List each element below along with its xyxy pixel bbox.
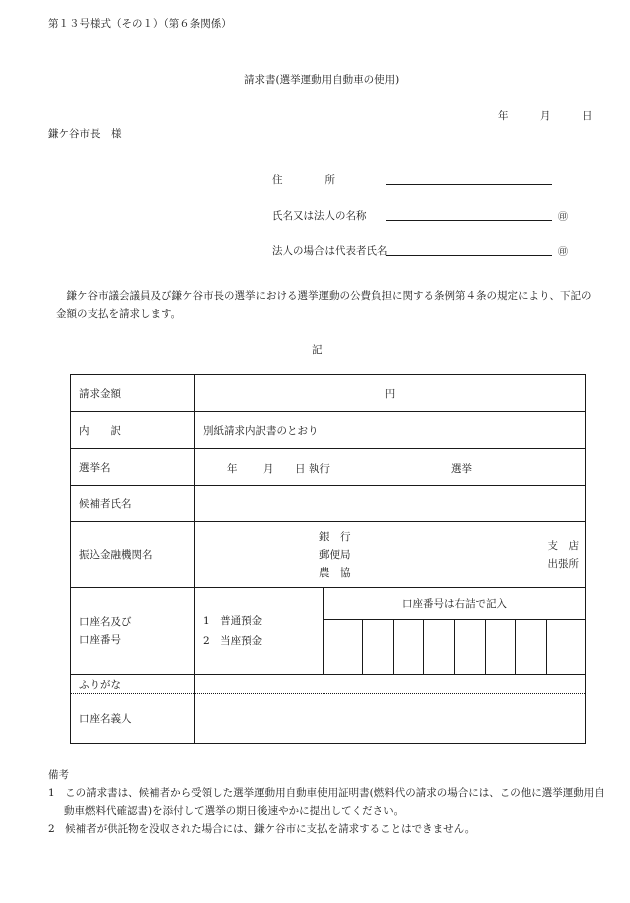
bank-row bbox=[71, 522, 586, 588]
account-digit-box[interactable] bbox=[455, 620, 486, 674]
account-digit-box[interactable] bbox=[393, 620, 424, 674]
election-month-label: 月 bbox=[263, 463, 274, 475]
account-digit-box[interactable] bbox=[516, 620, 547, 674]
candidate-field[interactable] bbox=[195, 486, 586, 522]
notes-section bbox=[48, 766, 608, 838]
request-table bbox=[70, 374, 586, 744]
account-type-ordinary: 1 普通預金 bbox=[203, 615, 263, 627]
account-number-note: 口座番号は右詰で記入 bbox=[324, 588, 586, 620]
candidate-label: 候補者氏名 bbox=[71, 486, 195, 522]
amount-unit: 円 bbox=[384, 387, 396, 400]
election-label: 選挙名 bbox=[71, 449, 195, 486]
account-digit-box[interactable] bbox=[424, 620, 455, 674]
account-label-line-1: 口座名及び bbox=[79, 616, 132, 628]
address-label: 住 所 bbox=[272, 174, 335, 186]
account-number-field[interactable] bbox=[324, 620, 586, 675]
date-month-label: 月 bbox=[540, 110, 551, 122]
seal-mark-name: ㊞ bbox=[558, 212, 568, 223]
account-label bbox=[71, 588, 195, 675]
amount-field[interactable] bbox=[195, 375, 586, 412]
holder-label: 口座名義人 bbox=[71, 694, 195, 744]
bank-label: 振込金融機関名 bbox=[71, 522, 195, 588]
bank-type-bank: 銀 行 bbox=[319, 531, 351, 543]
account-digit-grid bbox=[332, 620, 577, 674]
election-row bbox=[71, 449, 586, 486]
request-body-text bbox=[56, 287, 596, 323]
form-number: 第１３号様式（その１）（第６条関係） bbox=[48, 18, 232, 30]
election-day-label: 日 執行 bbox=[295, 463, 330, 475]
account-digit-box[interactable] bbox=[485, 620, 516, 674]
election-year-label: 年 bbox=[227, 463, 238, 475]
note-item-1: 1 この請求書は、候補者から受領した選挙運動用自動車使用証明書(燃料代の請求の場合には、この他に選挙運動用自動車燃料代確認書)を添付して選挙の期日後速やかに提出してください。 bbox=[48, 787, 605, 817]
account-digit-box[interactable] bbox=[332, 620, 363, 674]
bank-type-post: 郵便局 bbox=[319, 549, 351, 561]
name-label: 氏名又は法人の名称 bbox=[272, 210, 367, 222]
notes-heading: 備考 bbox=[48, 769, 69, 781]
holder-row bbox=[71, 694, 586, 744]
account-row-top bbox=[71, 588, 586, 620]
representative-line[interactable] bbox=[386, 255, 552, 256]
candidate-row bbox=[71, 486, 586, 522]
account-digit-box[interactable] bbox=[546, 620, 577, 674]
bank-type-agri: 農 協 bbox=[319, 567, 351, 579]
holder-field[interactable] bbox=[195, 694, 586, 744]
seal-mark-representative: ㊞ bbox=[558, 247, 568, 258]
furigana-field[interactable] bbox=[195, 675, 586, 694]
branch-type-list bbox=[548, 537, 580, 573]
branch-type-office: 出張所 bbox=[547, 558, 579, 570]
furigana-label: ふりがな bbox=[71, 675, 195, 694]
date-day-label: 日 bbox=[582, 110, 593, 122]
account-type-current: 2 当座預金 bbox=[203, 635, 263, 647]
account-label-line-2: 口座番号 bbox=[79, 634, 121, 646]
bank-type-list bbox=[319, 528, 351, 582]
amount-row bbox=[71, 375, 586, 412]
bank-field[interactable] bbox=[195, 522, 586, 588]
breakdown-label: 内 訳 bbox=[71, 412, 195, 449]
addressee: 鎌ケ谷市長 様 bbox=[48, 128, 122, 140]
furigana-row bbox=[71, 675, 586, 694]
breakdown-value: 別紙請求内訳書のとおり bbox=[195, 412, 586, 449]
branch-type-branch: 支 店 bbox=[547, 540, 579, 552]
ki-heading: 記 bbox=[312, 344, 323, 356]
election-suffix: 選挙 bbox=[451, 463, 472, 475]
election-field[interactable] bbox=[195, 449, 586, 486]
note-item-2: 2 候補者が供託物を没収された場合には、鎌ケ谷市に支払を請求することはできません。 bbox=[48, 823, 476, 835]
account-digit-box[interactable] bbox=[363, 620, 394, 674]
address-line[interactable] bbox=[386, 184, 552, 185]
amount-label: 請求金額 bbox=[71, 375, 195, 412]
request-body-paragraph: 鎌ケ谷市議会議員及び鎌ケ谷市長の選挙における選挙運動の公費負担に関する条例第４条の規定により、下記の金額の支払を請求します。 bbox=[56, 290, 592, 320]
breakdown-row bbox=[71, 412, 586, 449]
date-year-label: 年 bbox=[498, 110, 509, 122]
document-title: 請求書(選挙運動用自動車の使用) bbox=[244, 74, 400, 86]
account-type-field[interactable] bbox=[195, 588, 324, 675]
representative-label: 法人の場合は代表者氏名 bbox=[272, 245, 388, 257]
name-line[interactable] bbox=[386, 220, 552, 221]
